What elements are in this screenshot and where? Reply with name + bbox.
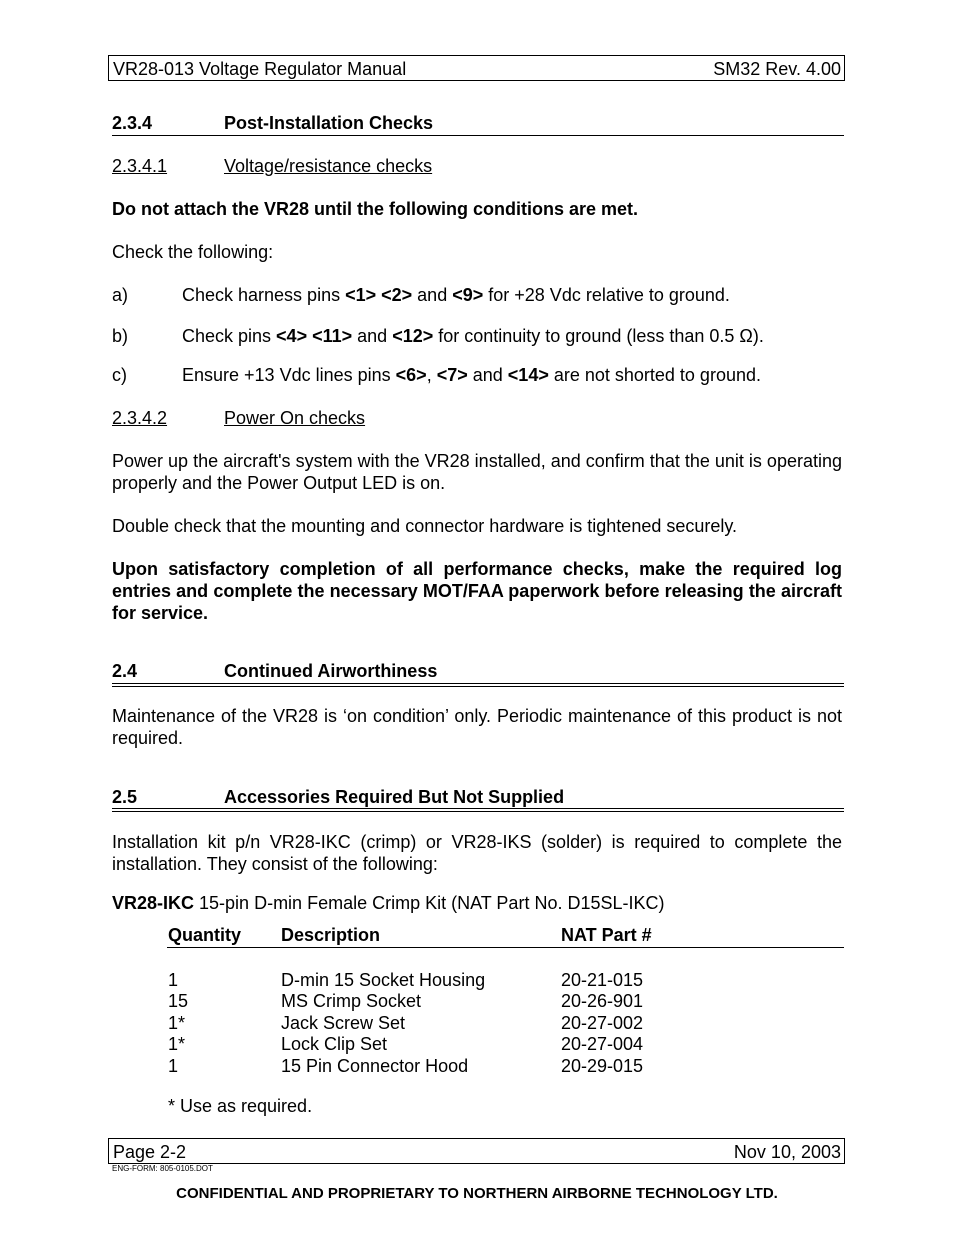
section-number-24: 2.4 xyxy=(112,661,138,681)
warning-text: Do not attach the VR28 until the following conditions are met. xyxy=(112,199,639,219)
row-desc: Lock Clip Set xyxy=(281,1034,388,1054)
page-footer xyxy=(108,1138,845,1164)
subsection-number-2-text: 2.3.4.2 xyxy=(112,408,168,428)
item-label-a: a) xyxy=(112,285,129,305)
section-title-24: Continued Airworthiness xyxy=(224,661,438,681)
item-text-c: Ensure +13 Vdc lines pins <6>, <7> and <14> are not shorted to ground. xyxy=(182,365,761,385)
subsection-title: Voltage/resistance checks xyxy=(224,156,433,176)
row-qty: 1* xyxy=(168,1034,186,1054)
double-check-paragraph: Double check that the mounting and connector hardware is tightened securely. xyxy=(112,516,738,536)
row-qty: 1 xyxy=(168,1056,179,1076)
row-desc: MS Crimp Socket xyxy=(281,991,422,1011)
subsection-title-2: Power On checks xyxy=(224,408,366,428)
item-label-c: c) xyxy=(112,365,127,385)
table-header-quantity: Quantity xyxy=(168,925,242,945)
completion-paragraph: Upon satisfactory completion of all performance checks, make the required log entries and complete the necessary MOT/FAA paperwork before releasing the aircraft for service. xyxy=(112,559,842,623)
item-text-b: Check pins <4> <11> and <12> for continuity to ground (less than 0.5 Ω). xyxy=(182,326,764,346)
table-header-rule xyxy=(167,947,844,948)
row-qty: 1* xyxy=(168,1013,186,1033)
section-number-25: 2.5 xyxy=(112,787,138,807)
section-double-rule-25 xyxy=(112,808,844,812)
page-number: Page 2-2 xyxy=(113,1142,187,1162)
footnote: * Use as required. xyxy=(168,1096,313,1116)
section-rule xyxy=(112,135,844,136)
subsection-number-2 xyxy=(112,408,224,429)
row-part: 20-27-004 xyxy=(561,1034,644,1054)
table-header-part: NAT Part # xyxy=(561,925,652,945)
section-double-rule-24 xyxy=(112,683,844,687)
manual-title: VR28-013 Voltage Regulator Manual xyxy=(113,59,407,79)
kit-line xyxy=(112,892,842,914)
section-number: 2.3.4 xyxy=(112,113,153,133)
section-title: Post-Installation Checks xyxy=(224,113,434,133)
maintenance-paragraph: Maintenance of the VR28 is ‘on condition’ only. Periodic maintenance of this product is not required. xyxy=(112,706,842,748)
row-qty: 1 xyxy=(168,970,179,990)
row-qty: 15 xyxy=(168,991,189,1011)
row-desc: Jack Screw Set xyxy=(281,1013,406,1033)
subsection-number-text: 2.3.4.1 xyxy=(112,156,168,176)
kit-paragraph: Installation kit p/n VR28-IKC (crimp) or VR28-IKS (solder) is required to complete the installation. They consist of the following: xyxy=(112,832,842,874)
row-part: 20-21-015 xyxy=(561,970,644,990)
row-desc: 15 Pin Connector Hood xyxy=(281,1056,469,1076)
row-part: 20-27-002 xyxy=(561,1013,644,1033)
page-header xyxy=(108,55,845,81)
confidential-notice: CONFIDENTIAL AND PROPRIETARY TO NORTHERN AIRBORNE TECHNOLOGY LTD. xyxy=(176,1185,778,1202)
section-title-25: Accessories Required But Not Supplied xyxy=(224,787,565,807)
subsection-number xyxy=(112,156,224,177)
manual-revision: SM32 Rev. 4.00 xyxy=(713,59,841,79)
kit-name: VR28-IKC xyxy=(112,893,195,913)
row-part: 20-26-901 xyxy=(561,991,644,1011)
table-header-description: Description xyxy=(281,925,381,945)
page-date: Nov 10, 2003 xyxy=(733,1142,841,1162)
check-intro: Check the following: xyxy=(112,242,274,262)
kit-description: 15-pin D-min Female Crimp Kit (NAT Part No. D15SL-IKC) xyxy=(194,893,665,913)
form-code: ENG-FORM: 805-0105.DOT xyxy=(112,1164,213,1173)
item-label-b: b) xyxy=(112,326,129,346)
power-on-paragraph: Power up the aircraft's system with the VR28 installed, and confirm that the unit is operating properly and the Power Output LED is on. xyxy=(112,451,842,493)
row-part: 20-29-015 xyxy=(561,1056,644,1076)
row-desc: D-min 15 Socket Housing xyxy=(281,970,486,990)
item-text-a: Check harness pins <1> <2> and <9> for +28 Vdc relative to ground. xyxy=(182,285,730,305)
